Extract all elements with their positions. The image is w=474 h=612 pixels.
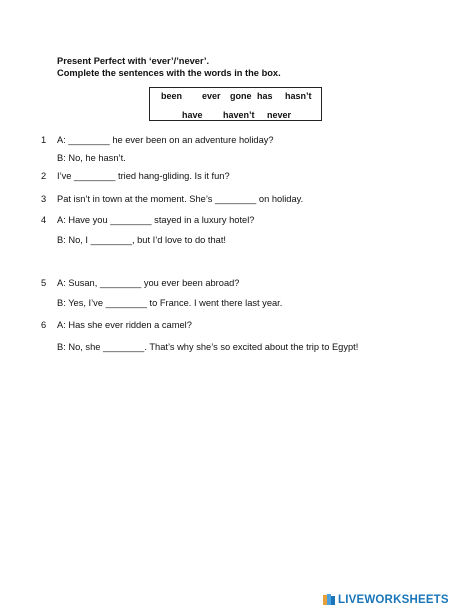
word-box-word: hasn’t	[285, 91, 312, 101]
question-number: 4	[41, 215, 47, 225]
question-text: Pat isn’t in town at the moment. She’s ________ on holiday.	[57, 194, 304, 204]
word-box-word: haven’t	[223, 110, 255, 120]
question-text: A: Has she ever ridden a camel?	[57, 320, 192, 330]
question-text: A: Susan, ________ you ever been abroad?	[57, 278, 240, 288]
question-number: 3	[41, 194, 47, 204]
question-text: I’ve ________ tried hang-gliding. Is it fun?	[57, 171, 230, 181]
word-box-word: gone	[230, 91, 252, 101]
question-text: B: No, he hasn’t.	[57, 153, 126, 163]
liveworksheets-logo[interactable]	[322, 593, 449, 607]
word-box-word: ever	[202, 91, 221, 101]
word-box-word: never	[267, 110, 292, 120]
liveworksheets-brand-text: LIVEWORKSHEETS	[338, 594, 449, 606]
question-number: 2	[41, 171, 47, 181]
question-text: A: ________ he ever been on an adventure holiday?	[57, 135, 274, 145]
question-text: B: Yes, I’ve ________ to France. I went there last year.	[57, 298, 283, 308]
word-box	[149, 87, 322, 121]
word-box-word: been	[161, 91, 183, 101]
worksheet-title-line-1: Present Perfect with ‘ever’/’never’.	[57, 56, 210, 66]
question-number: 1	[41, 135, 47, 145]
word-box-word: has	[257, 91, 273, 101]
question-text: B: No, she ________. That’s why she’s so excited about the trip to Egypt!	[57, 342, 359, 352]
question-number: 6	[41, 320, 47, 330]
worksheet-title-line-2: Complete the sentences with the words in the box.	[57, 68, 281, 78]
question-text: A: Have you ________ stayed in a luxury hotel?	[57, 215, 255, 225]
liveworksheets-logo-icon	[322, 593, 336, 607]
question-text: B: No, I ________, but I’d love to do that!	[57, 235, 227, 245]
question-number: 5	[41, 278, 47, 288]
word-box-word: have	[182, 110, 203, 120]
